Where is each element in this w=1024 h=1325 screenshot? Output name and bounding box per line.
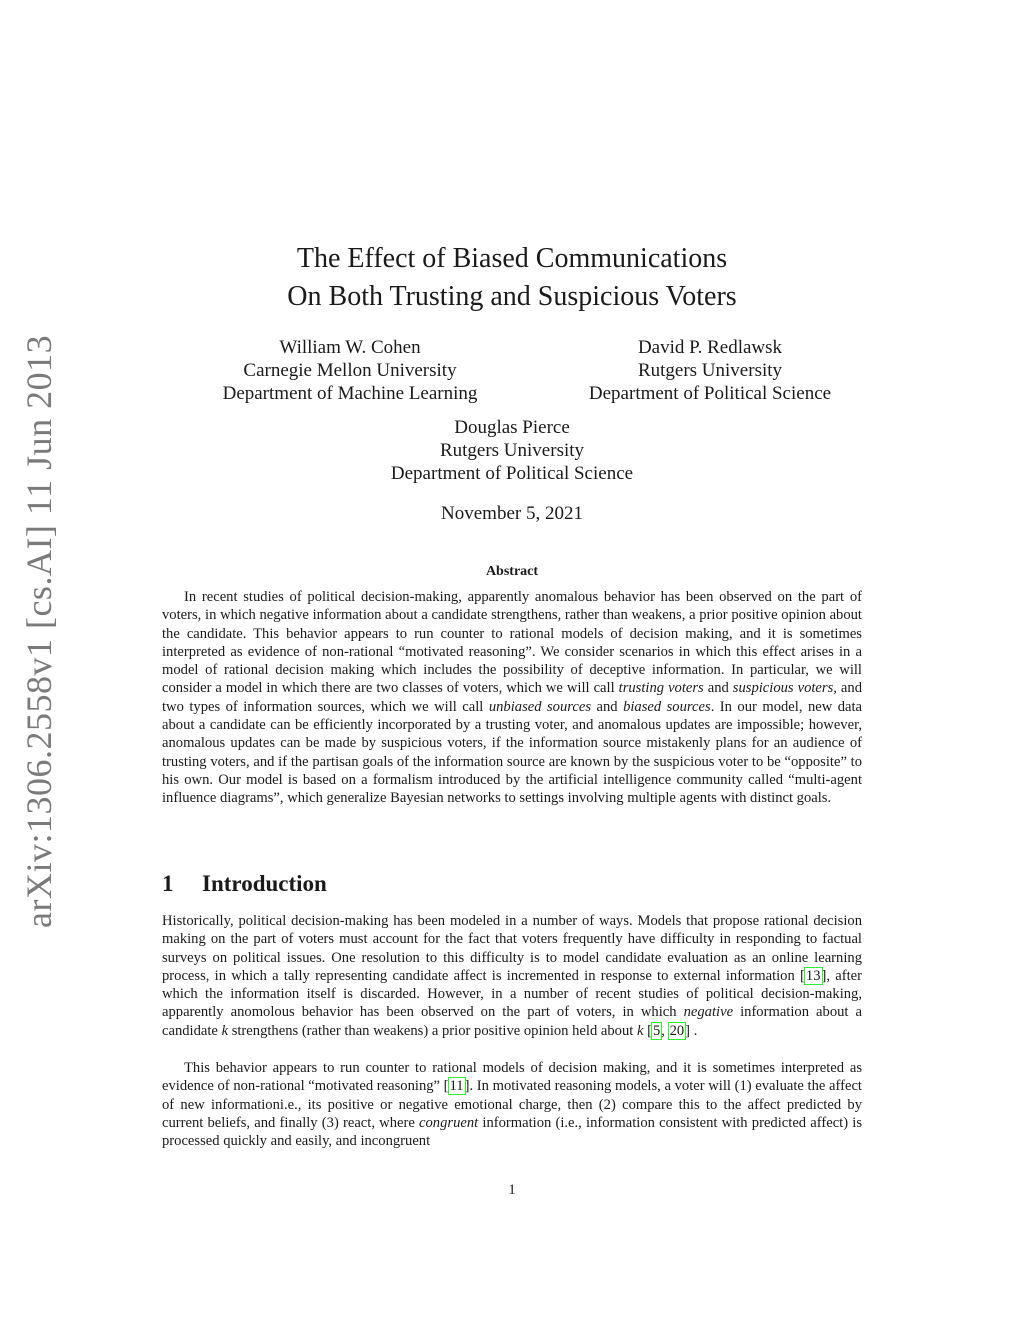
citation-link[interactable]: [13] [800, 967, 827, 984]
citation-number[interactable]: 13 [805, 967, 821, 984]
abstract-emphasis: trusting voters [618, 680, 704, 697]
paragraph-emphasis: negative [683, 1004, 734, 1021]
abstract-text: and [703, 680, 733, 697]
author-affiliation: Rutgers University [637, 360, 783, 381]
paragraph-text: , after which the information itself is discarded. However, in a number of recent studies of political decision-making, apparently anomolous behavior has been observed on the part of voters, in which [162, 967, 862, 1021]
title-line-2: On Both Trusting and Suspicious Voters [287, 281, 737, 312]
abstract-emphasis: suspicious voters [732, 680, 834, 697]
paragraph-emphasis: congruent [419, 1114, 479, 1131]
citation-separator: , [661, 1022, 669, 1039]
section-title: Introduction [202, 871, 327, 896]
citation-link[interactable]: [11] [443, 1078, 470, 1095]
paragraph-text: strengthens (rather than weakens) a prior positive opinion held about [228, 1022, 637, 1039]
author-block-3 [312, 416, 712, 485]
section-heading [162, 871, 327, 897]
citation-number[interactable]: 11 [449, 1078, 464, 1095]
author-department: Department of Political Science [390, 463, 634, 484]
paper-date: November 5, 2021 [441, 503, 583, 524]
author-block-1 [160, 336, 540, 405]
abstract-text: . In our model, new data about a candidate can be efficiently incorporated by a trusting voter, and anomalous updates are impossible; however, anomalous updates can be made by suspicious voters, if the information source mistakenly plans for an audience of trusting voters, and if the partisan goals of the information source are known by the suspicious voter to be “opposite” to his own. Our model is based on a formalism introduced by the artificial intelligence community called “multi-agent influence diagrams”, which generalize Bayesian networks to settings involving multiple agents with distinct goals. [162, 698, 863, 807]
author-name: David P. Redlawsk [637, 337, 783, 358]
paragraph-text: information about a candidate [162, 1004, 862, 1039]
paragraph-text: Historically, political decision-making has been modeled in a number of ways. Models that propose rational decision making on the part of voters must account for the fact that voters frequently have difficulty in responding to factual surveys on political issues. One resolution to this difficulty is to model candidate evaluation as an online learning process, in which a tally representing candidate affect is incremented in response to external information [162, 913, 862, 984]
abstract-emphasis: biased sources [623, 698, 711, 715]
abstract-heading: Abstract [485, 564, 539, 579]
math-variable: k [221, 1022, 229, 1039]
section-number: 1 [162, 871, 174, 896]
abstract-text: , and two types of information sources, which we will call [162, 680, 862, 715]
author-name: Douglas Pierce [454, 417, 570, 438]
author-affiliation: Rutgers University [439, 440, 585, 461]
author-block-2 [520, 336, 900, 405]
paragraph-text: . [690, 1022, 698, 1039]
abstract-emphasis: unbiased sources [488, 698, 592, 715]
citation-number[interactable]: 5 [652, 1022, 661, 1039]
author-department: Department of Political Science [588, 383, 832, 404]
citation-number[interactable]: 20 [669, 1022, 685, 1039]
paragraph-text: information (i.e., information consistent with predicted affect) is processed quickly and easily, and incongruent [162, 1114, 863, 1150]
intro-paragraph-2 [162, 1059, 862, 1150]
arxiv-identifier: arXiv:1306.2558v1 [cs.AI] 11 Jun 2013 [19, 334, 59, 928]
page-number: 1 [508, 1182, 516, 1198]
abstract-text: and [591, 698, 624, 715]
citation-link[interactable]: [5, 20] [647, 1022, 691, 1039]
paragraph-text: . In motivated reasoning models, a voter will (1) evaluate the affect of new informationi.e., its positive or negative emotional charge, then (2) compare this to the affect predicted by current beliefs, and finally (3) react, where [162, 1078, 862, 1131]
intro-paragraph-1 [162, 912, 862, 1040]
author-department: Department of Machine Learning [222, 383, 478, 404]
author-name: William W. Cohen [279, 337, 421, 358]
abstract-text: In recent studies of political decision-making, apparently anomalous behavior has been observed on the part of voters, in which negative information about a candidate strengthens, rather than weakens, a prior positive opinion about the candidate. This behavior appears to run counter to rational models of decision making, and it is sometimes interpreted as evidence of non-rational “motivated reasoning”. We consider scenarios in which this effect arises in a model of rational decision making which includes the possibility of deceptive information. In particular, we will consider a model in which there are two classes of voters, which we will call [162, 589, 862, 697]
author-affiliation: Carnegie Mellon University [243, 360, 457, 381]
abstract-body [162, 588, 862, 808]
paragraph-text: This behavior appears to run counter to rational models of decision making, and it is sometimes interpreted as evidence of non-rational “motivated reasoning” [162, 1060, 862, 1095]
math-variable: k [636, 1022, 644, 1039]
title-line-1: The Effect of Biased Communications [296, 243, 728, 274]
paper-title [0, 240, 1024, 316]
